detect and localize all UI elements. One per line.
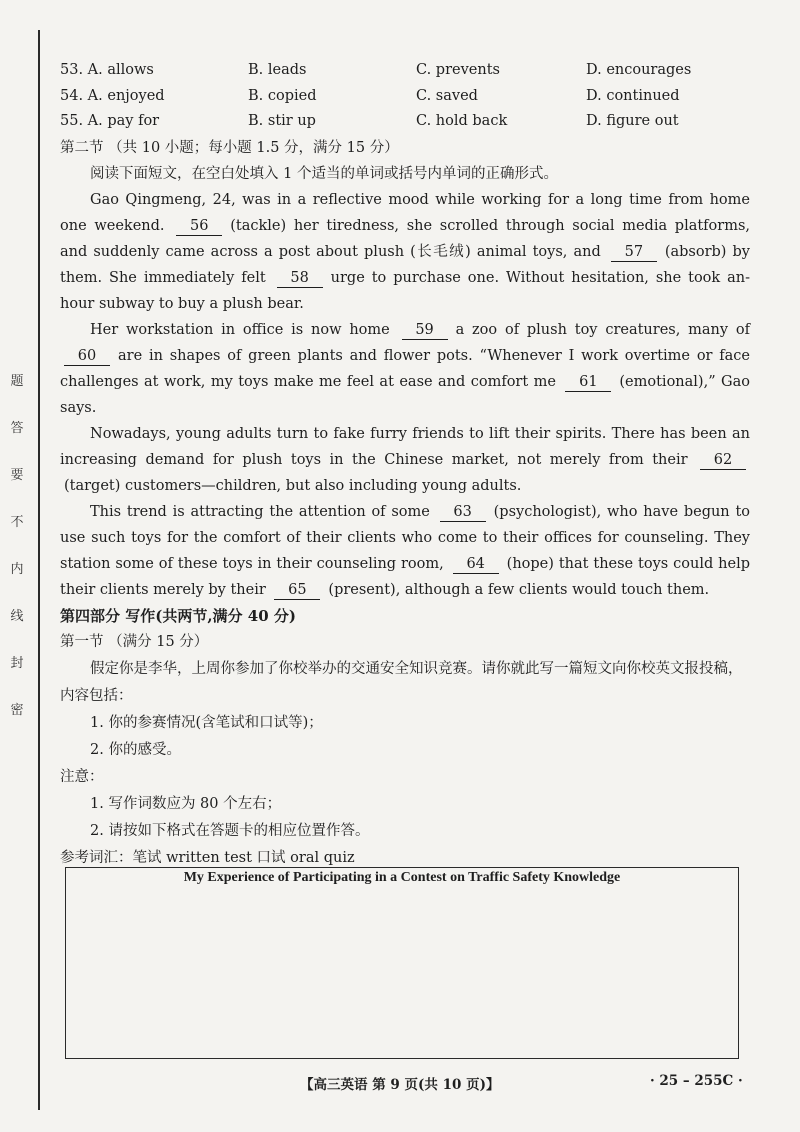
exam-page <box>60 58 750 871</box>
part-4-section-1-title: 第一节 （满分 15 分） <box>60 633 209 650</box>
binding-char: 不 <box>10 515 24 530</box>
question-54-options <box>60 84 750 110</box>
blank-62[interactable]: 62 <box>700 451 746 470</box>
footer-code: · 25 – 255C · <box>650 1073 743 1089</box>
passage-text: (psychologist), who have begun to use such toys for the comfort of their clients who come to their offices for counseling. They station some of these toys in their counseling room, <box>60 503 750 572</box>
multiple-choice-options <box>60 58 750 135</box>
passage-text: Her workstation in office is now home <box>90 321 390 338</box>
passage-text: urge to purchase one. Without hesitation, she took an-hour subway to buy a plush bear. <box>60 269 751 312</box>
blank-61[interactable]: 61 <box>565 373 611 392</box>
notes-title: 注意： <box>60 768 104 785</box>
question-55-options <box>60 109 750 135</box>
passage-paragraph-3 <box>60 421 750 499</box>
option-53-b: B. leads <box>248 62 307 78</box>
passage-text: a zoo of plush toy creatures, many of <box>455 321 751 338</box>
passage-text: Gao Qingmeng, 24, was in a reflective mood while working for a long time from home one weekend. <box>60 191 750 234</box>
section-2-title: 第二节 （共 10 小题；每小题 1.5 分，满分 15 分） <box>60 139 399 156</box>
blank-64[interactable]: 64 <box>453 555 499 574</box>
part-4-title: 第四部分 写作(共两节,满分 40 分) <box>60 606 296 625</box>
binding-margin-text <box>8 370 26 718</box>
option-54-b: B. copied <box>248 87 317 104</box>
binding-char: 封 <box>10 656 24 671</box>
option-54-c: C. saved <box>416 87 478 104</box>
option-53-d: D. encourages <box>586 62 692 78</box>
passage-text: (emotional),” Gao says. <box>60 373 750 416</box>
writing-point-2: 2. 你的感受。 <box>90 741 181 758</box>
option-55-c: C. hold back <box>416 113 508 129</box>
binding-char: 要 <box>10 468 24 483</box>
binding-char: 密 <box>10 703 24 718</box>
writing-point-1: 1. 你的参赛情况(含笔试和口试等)； <box>90 714 323 731</box>
passage-text: (target) customers—children, but also including young adults. <box>64 477 522 494</box>
binding-char: 题 <box>10 374 24 389</box>
blank-65[interactable]: 65 <box>274 581 320 600</box>
passage-text: (present), although a few clients would touch them. <box>328 581 710 598</box>
passage-text: (absorb) by them. She immediately felt <box>60 243 751 286</box>
passage-paragraph-1 <box>60 187 750 317</box>
footer-page-info: 【高三英语 第 9 页(共 10 页)】 <box>300 1077 500 1093</box>
option-53-a: 53. A. allows <box>60 62 154 78</box>
binding-char: 线 <box>10 609 24 624</box>
option-55-b: B. stir up <box>248 113 316 129</box>
answer-box-title: My Experience of Participating in a Contest on Traffic Safety Knowledge <box>183 870 621 885</box>
option-54-d: D. continued <box>586 87 680 104</box>
blank-58[interactable]: 58 <box>277 269 323 288</box>
passage-text: This trend is attracting the attention of some <box>90 503 430 520</box>
passage-text: (tackle) her tiredness, she scrolled through social media platforms, and suddenly came across a post about plush (长毛绒) animal toys, and <box>60 217 751 260</box>
passage-text: Nowadays, young adults turn to fake furry friends to lift their spirits. There has been an increasing demand for plush toys in the Chinese market, not merely from their <box>60 425 750 468</box>
option-54-a: 54. A. enjoyed <box>60 87 165 104</box>
question-53-options <box>60 58 750 84</box>
binding-line <box>38 30 40 1110</box>
blank-57[interactable]: 57 <box>611 243 657 262</box>
blank-63[interactable]: 63 <box>440 503 486 522</box>
passage-text: are in shapes of green plants and flower pots. “Whenever I work overtime or face challenges at work, my toys make me feel at ease and comfort me <box>60 347 750 390</box>
reference-vocabulary: 参考词汇：笔试 written test 口试 oral quiz <box>60 849 355 866</box>
writing-prompt: 假定你是李华，上周你参加了你校举办的交通安全知识竞赛。请你就此写一篇短文向你校英文报投稿，内容包括： <box>60 660 743 704</box>
passage-paragraph-4 <box>60 499 750 603</box>
passage-paragraph-2 <box>60 317 750 421</box>
binding-char: 内 <box>10 562 24 577</box>
option-55-a: 55. A. pay for <box>60 113 160 129</box>
note-1: 1. 写作词数应为 80 个左右； <box>90 795 282 812</box>
blank-60[interactable]: 60 <box>64 347 110 366</box>
blank-59[interactable]: 59 <box>402 321 448 340</box>
option-53-c: C. prevents <box>416 62 500 78</box>
section-2-instruction: 阅读下面短文，在空白处填入 1 个适当的单词或括号内单词的正确形式。 <box>90 165 558 182</box>
writing-answer-box[interactable] <box>65 867 739 1059</box>
binding-char: 答 <box>10 421 24 436</box>
passage-text: (hope) that these toys could help their clients merely by their <box>60 555 750 598</box>
note-2: 2. 请按如下格式在答题卡的相应位置作答。 <box>90 822 370 839</box>
blank-56[interactable]: 56 <box>176 217 222 236</box>
option-55-d: D. figure out <box>586 113 679 129</box>
